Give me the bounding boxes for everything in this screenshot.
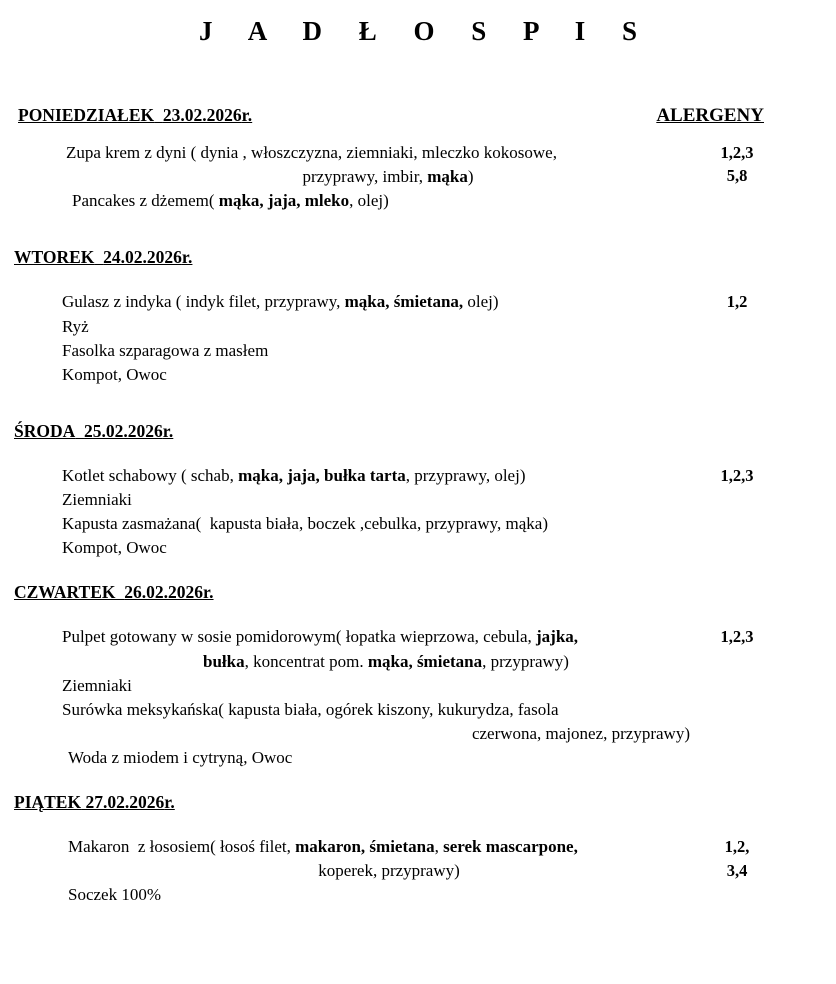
day-date-friday: 27.02.2026: [85, 792, 165, 813]
menu-item: [14, 315, 764, 339]
menu-item: [14, 674, 764, 698]
menu-item-text: Soczek 100%: [68, 885, 162, 905]
day-heading-thursday: [14, 582, 214, 603]
day-block-tuesday: [0, 247, 836, 387]
day-heading-wednesday: [14, 421, 173, 442]
day-date-tuesday: 24.02.2026: [103, 247, 182, 268]
day-block-friday: [0, 792, 836, 907]
menu-item-text: Kompot, Owoc: [62, 538, 167, 558]
menu-items-wednesday: [14, 464, 764, 561]
day-name-friday: PIĄTEK: [14, 792, 82, 813]
allergens-header: ALERGENY: [656, 105, 764, 126]
menu-item-text: Pancakes z dżemem( mąka, jaja, mleko, olej): [72, 191, 389, 211]
menu-item: [14, 835, 764, 883]
day-block-monday: [0, 141, 836, 213]
menu-items-tuesday: [14, 290, 764, 387]
menu-item-text: Woda z miodem i cytryną, Owoc: [68, 748, 293, 767]
day-date-wednesday: 25.02.2026: [84, 420, 163, 441]
allergen-code: 1,2,3 5,8: [720, 143, 754, 186]
day-name-wednesday: ŚRODA: [14, 420, 76, 441]
menu-items-friday: [14, 835, 764, 907]
menu-item: [14, 464, 764, 488]
menu-item: [14, 698, 764, 746]
menu-item-text: Kompot, Owoc: [62, 364, 167, 384]
allergen-code: 1,2,3: [720, 627, 754, 647]
allergen-code: 1,2,3: [720, 465, 754, 485]
menu-item-text: Gulasz z indyka ( indyk filet, przyprawy, mąka, śmietana, olej): [62, 292, 499, 312]
day-period-thursday: r.: [203, 582, 214, 603]
menu-item: [14, 339, 764, 363]
menu-item: [14, 290, 764, 314]
menu-item: [14, 883, 764, 907]
menu-item-text: Fasolka szparagowa z masłem: [62, 340, 269, 360]
day-name-tuesday: WTOREK: [14, 247, 95, 268]
menu-items-monday: [18, 141, 764, 213]
allergen-code: 1,2: [726, 292, 748, 312]
menu-item-text: Kapusta zasmażana( kapusta biała, boczek ,cebulka, przyprawy, mąka): [62, 514, 549, 534]
menu-item-text: Ryż: [62, 316, 89, 336]
menu-item-text: Ziemniaki: [62, 675, 132, 695]
menu-item: [14, 746, 764, 770]
menu-item: [18, 141, 764, 189]
day-period-monday: r.: [241, 105, 253, 125]
menu-item-text: Makaron z łososiem( łosoś filet, makaron, śmietana, serek mascarpone, koperek, przyprawy): [68, 837, 578, 881]
day-heading-monday: [18, 105, 252, 126]
day-heading-tuesday: [14, 247, 192, 268]
day-block-thursday: [0, 582, 836, 770]
menu-item: [14, 625, 764, 673]
day-period-wednesday: r.: [162, 420, 174, 441]
monday-header-row: [0, 105, 836, 127]
menu-item-text: Ziemniaki: [62, 490, 132, 509]
allergen-code: 1,2, 3,4: [724, 837, 750, 880]
menu-item-text: Zupa krem z dyni ( dynia , włoszczyzna, ziemniaki, mleczko kokosowe, przyprawy, imbir, mąka): [66, 143, 557, 187]
menu-item: [14, 363, 764, 387]
menu-item-text: Pulpet gotowany w sosie pomidorowym( łopatka wieprzowa, cebula, jajka, bułka, koncentrat pom. mąka, śmietana, przyprawy): [62, 627, 579, 671]
menu-item: [14, 536, 764, 560]
menu-item-text: Surówka meksykańska( kapusta biała, ogórek kiszony, kukurydza, fasola czerwona, majonez, przyprawy): [62, 699, 690, 743]
day-period-tuesday: r.: [181, 247, 193, 268]
menu-item-text: Kotlet schabowy ( schab, mąka, jaja, bułka tarta, przyprawy, olej): [62, 465, 526, 485]
day-name-monday: PONIEDZIAŁEK: [18, 105, 155, 125]
menu-document: [0, 16, 836, 984]
menu-item: [14, 512, 764, 536]
day-date-monday: 23.02.2026: [162, 105, 242, 125]
day-heading-friday: [14, 792, 175, 813]
day-period-friday: r.: [164, 792, 175, 813]
day-date-thursday: 26.02.2026: [124, 582, 203, 603]
menu-item: [14, 488, 764, 512]
menu-items-thursday: [14, 625, 764, 770]
day-name-thursday: CZWARTEK: [14, 582, 116, 603]
menu-item: [18, 189, 764, 213]
page-title: J A D Ł O S P I S: [198, 16, 653, 46]
day-block-wednesday: [0, 421, 836, 561]
